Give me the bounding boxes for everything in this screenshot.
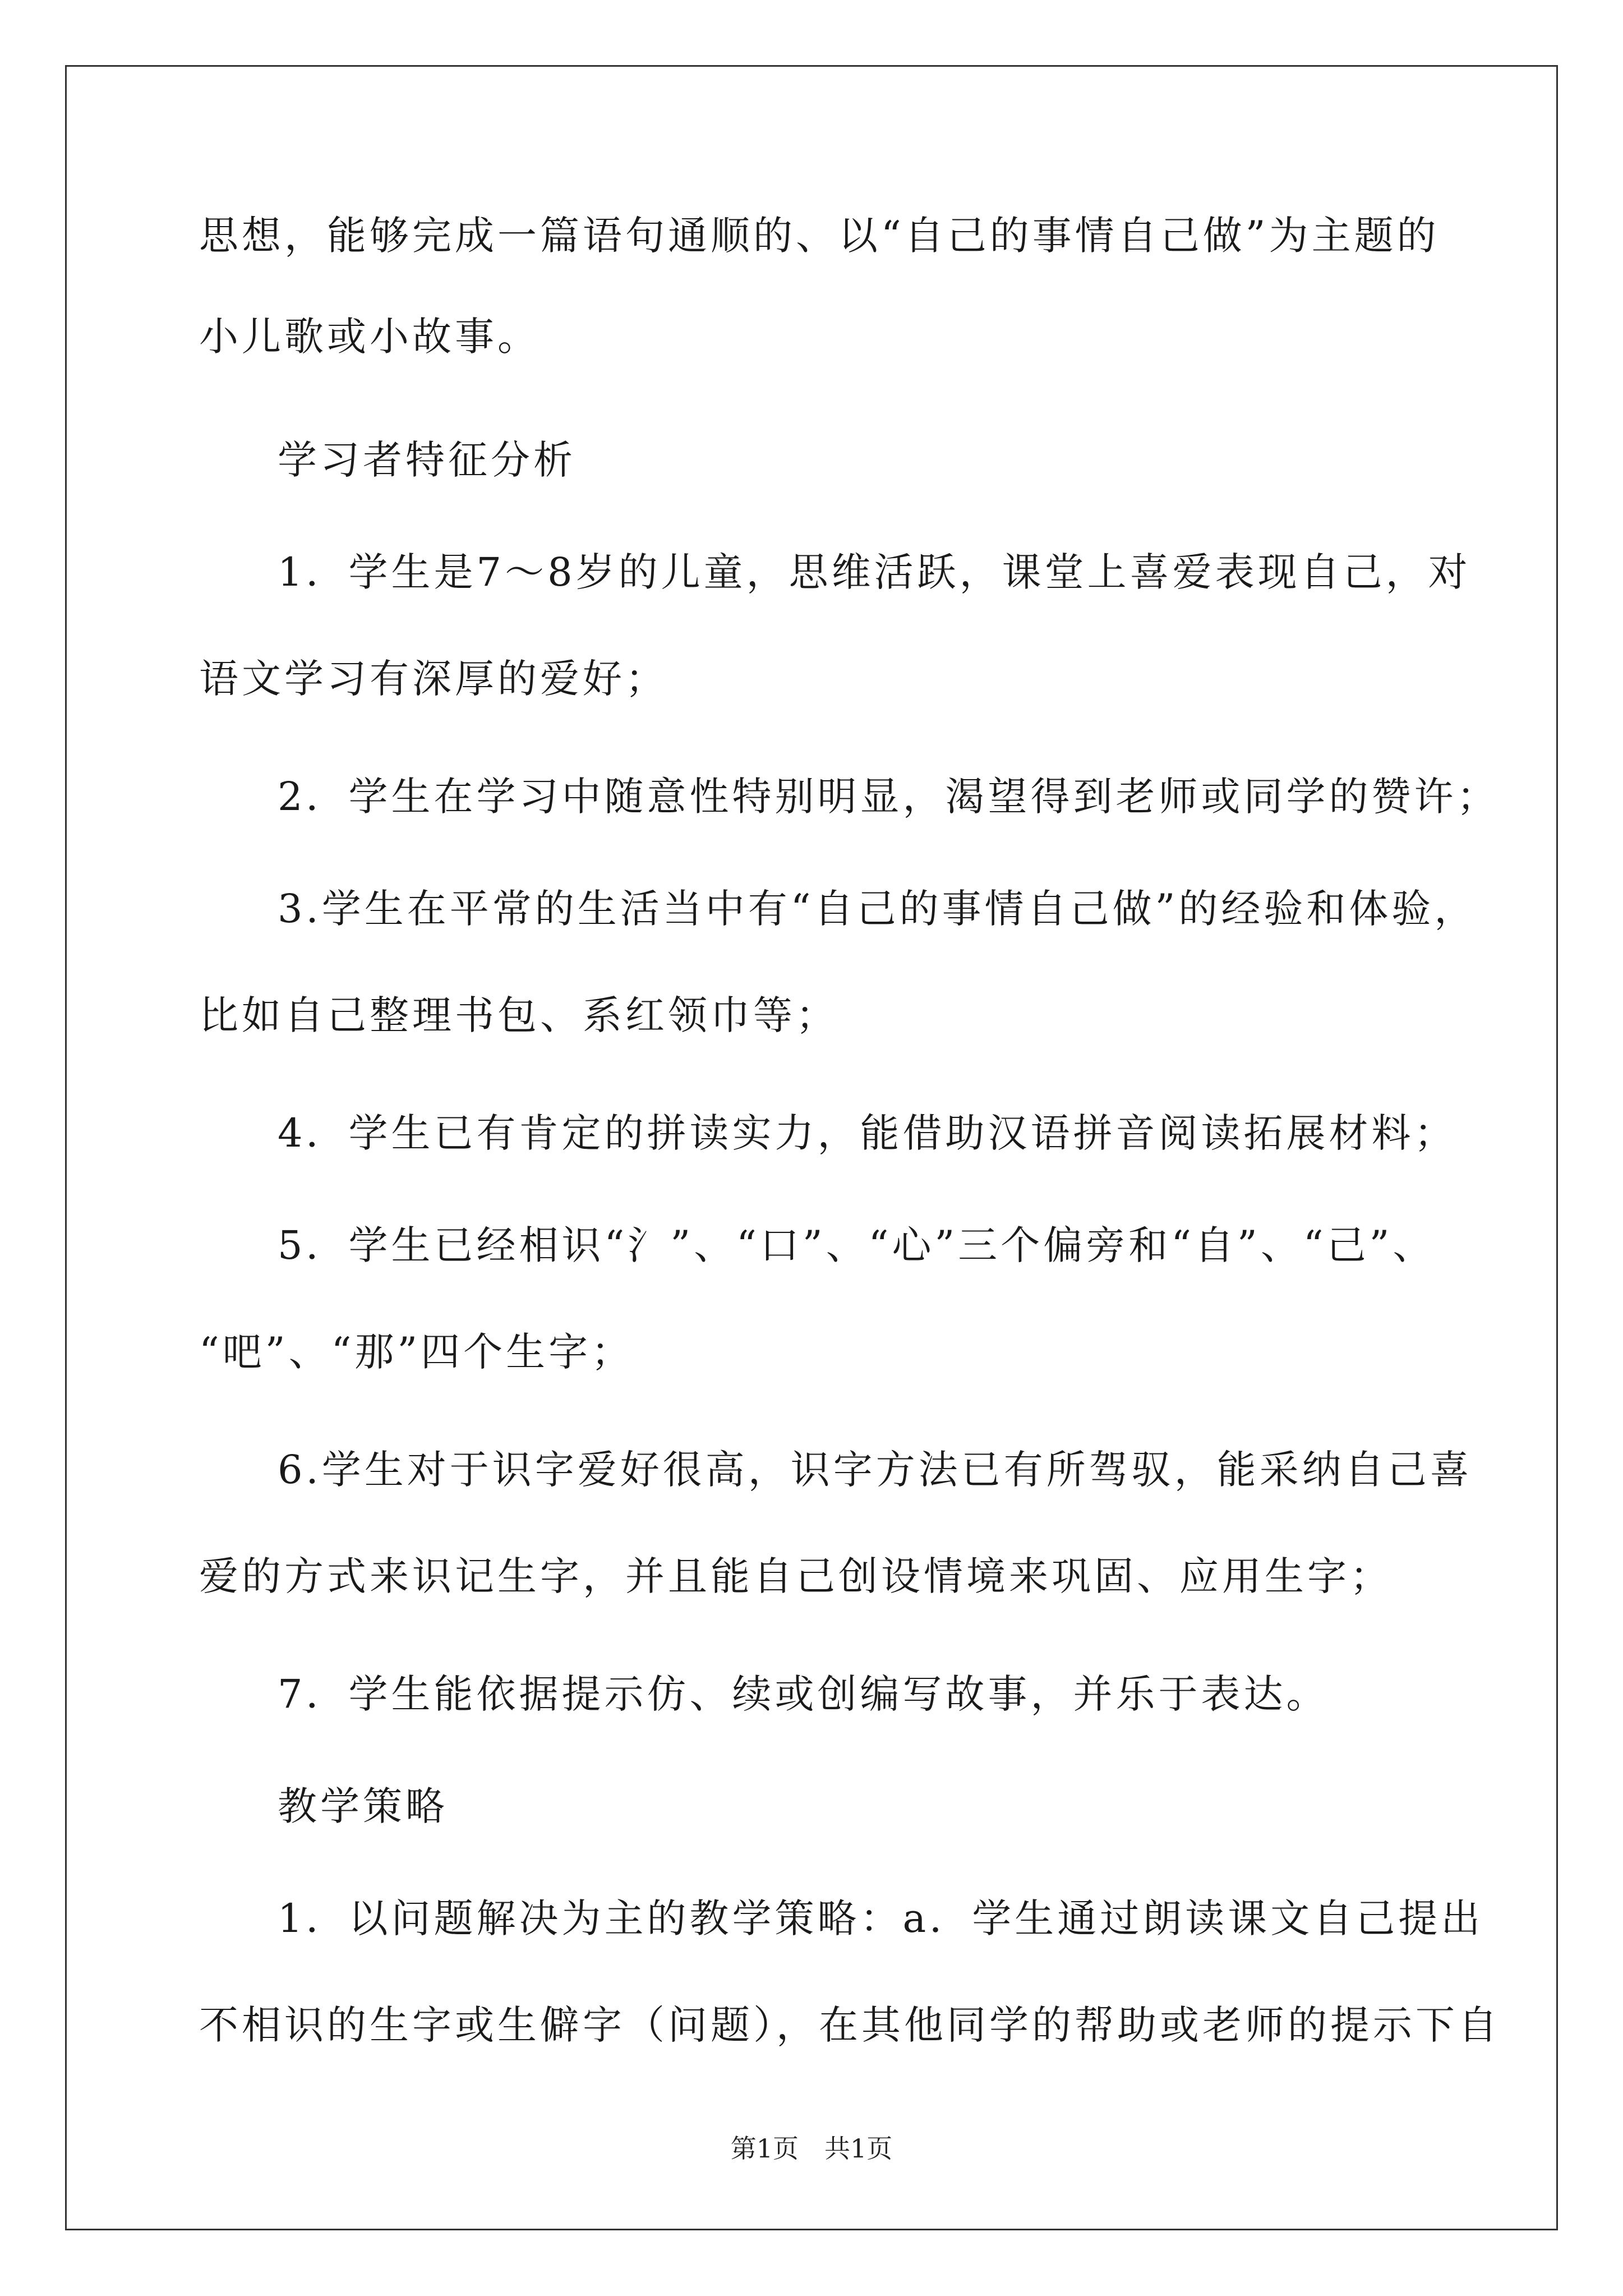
text-line: 5．学生已经相识“氵”、“口”、“心”三个偏旁和“自”、“己”、 — [278, 1222, 1436, 1268]
text-line: 爱的方式来识记生字，并且能自己创设情境来巩固、应用生字； — [199, 1553, 1393, 1599]
text-line: 6.学生对于识字爱好很高，识字方法已有所驾驭，能采纳自己喜 — [278, 1447, 1473, 1493]
section-heading: 学习者特征分析 — [278, 437, 576, 483]
section-heading: 教学策略 — [278, 1783, 448, 1829]
text-line: 3.学生在平常的生活当中有“自己的事情自己做”的经验和体验， — [278, 886, 1477, 932]
text-line: 不相识的生字或生僻字（问题），在其他同学的帮助或老师的提示下自 — [199, 2002, 1501, 2048]
text-line: “吧”、“那”四个生字； — [199, 1329, 634, 1375]
text-line: 1．学生是7～8岁的儿童，思维活跃，课堂上喜爱表现自己，对 — [278, 549, 1471, 595]
text-line: 1．以问题解决为主的教学策略：a．学生通过朗读课文自己提出 — [278, 1895, 1484, 1941]
text-line: 小儿歌或小故事。 — [199, 314, 540, 360]
text-line: 2．学生在学习中随意性特别明显，渴望得到老师或同学的赞许； — [278, 774, 1500, 820]
text-line: 语文学习有深厚的爱好； — [199, 656, 668, 702]
page-footer: 第1页 共1页 — [730, 2133, 893, 2164]
text-line: 4．学生已有肯定的拼读实力，能借助汉语拼音阅读拓展材料； — [278, 1110, 1457, 1156]
text-line: 思想，能够完成一篇语句通顺的、以“自己的事情自己做”为主题的 — [199, 213, 1440, 259]
text-line: 比如自己整理书包、系红领巾等； — [199, 992, 838, 1038]
text-line: 7．学生能依据提示仿、续或创编写故事，并乐于表达。 — [278, 1671, 1329, 1717]
